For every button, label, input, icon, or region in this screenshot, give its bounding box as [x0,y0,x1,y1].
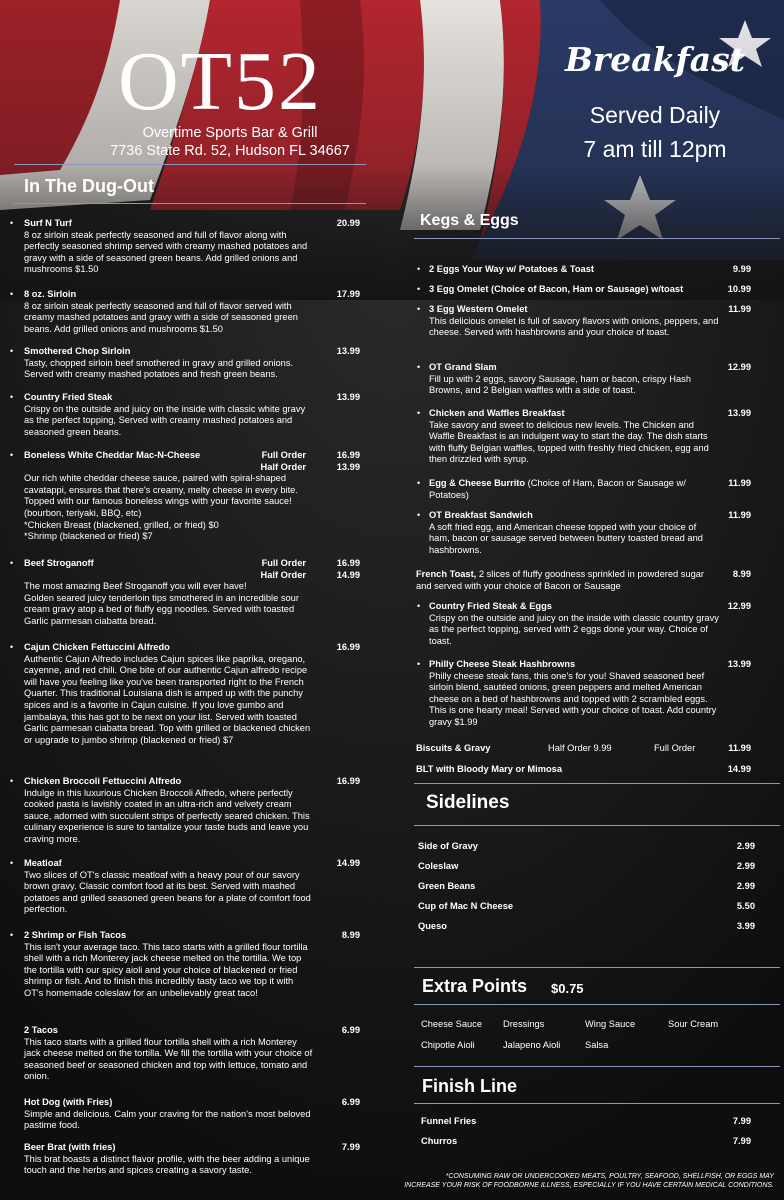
item-name: Country Fried Steak [24,392,113,402]
item-price: 17.99 [336,289,360,299]
extra-option: Salsa [585,1040,609,1050]
half-order-label: Half Order [260,570,306,580]
item-price: 13.99 [727,408,751,418]
street-address: 7736 State Rd. 52, Hudson FL 34667 [110,143,350,159]
finish-title: Finish Line [422,1076,518,1096]
dugout-item [10,218,314,276]
sidelines-divider [414,825,780,826]
bullet-icon: • [10,642,14,652]
item-name [429,478,719,501]
sideline-item: Side of Gravy [418,841,478,851]
item-price: 11.99 [728,304,751,314]
item-title: Country Fried Steak & Eggs [429,601,552,611]
health-disclaimer [380,1172,774,1190]
restaurant-logo: OT52 [118,35,322,128]
item-description: Our rich white cheddar cheese sauce, paired with spiral-shaped cavatappi, ensures that there's creamy, melty cheese in every bite. Topped with our famous boneless wings with your favorite sauce! (bourbon, teriyaki, BBQ, etc) *Chicken Breast (blackened, grilled, or fried) $0 *Shrimp (blackened or fried) $7 [24,473,298,542]
served-hours: 7 am till 12pm [583,136,727,162]
finish-top-divider [414,1066,780,1067]
full-order-label: Full Order [261,450,306,460]
item-description: The most amazing Beef Stroganoff you will ever have! Golden seared juicy tenderloin tips smothered in an incredible sour cream gravy atop a bed of fluffy egg noodles. Served with toasted Garlic parmesan ciabatta bread. [24,581,299,626]
biscuits-full-price: 11.99 [728,743,751,753]
full-order-price: 16.99 [336,558,360,568]
bullet-icon: • [417,284,421,294]
bullet-icon: • [417,659,421,669]
breakfast-title: Breakfast [565,40,745,79]
finish-divider [414,1103,780,1104]
item-name [429,304,719,316]
finish-item: Funnel Fries [421,1116,477,1126]
bullet-icon: • [417,478,421,488]
sideline-item: Coleslaw [418,861,459,871]
kegs-divider [414,238,780,239]
kegs-item [417,304,719,339]
item-name: Surf N Turf [24,218,72,228]
item-name [416,569,706,592]
item-price: 20.99 [336,218,360,228]
full-order-price: 16.99 [336,450,360,460]
item-price: 12.99 [727,362,751,372]
sideline-item: Cup of Mac N Cheese [418,901,514,911]
finish-item: Churros [421,1136,458,1146]
disclaimer-line-2: INCREASE YOUR RISK OF FOODBORNE ILLNESS, ESPECIALLY IF YOU HAVE CERTAIN MEDICAL CONDITIONS. [404,1182,774,1189]
item-price: 13.99 [727,659,751,669]
item-price: 11.99 [728,478,751,488]
bullet-icon: • [10,558,14,568]
kegs-item [417,264,719,276]
bullet-icon: • [417,264,421,274]
item-title: Chicken and Waffles Breakfast [429,408,565,418]
sideline-item: Green Beans [418,881,476,891]
sideline-price: 3.99 [736,921,755,931]
restaurant-address [90,124,370,160]
item-price: 12.99 [727,601,751,611]
item-title: OT Breakfast Sandwich [429,510,533,520]
item-title: Egg & Cheese Burrito [429,478,526,488]
item-extra: 2 slices of fluffy goodness sprinkled in powdered sugar and served with your choice of Bacon or Sausage [416,569,705,591]
dugout-item [24,1142,314,1177]
item-description: Crispy on the outside and juicy on the inside with classic country gravy as the perfect topping, served with 2 eggs done your way. Choice of toast. [429,612,719,646]
kegs-bottom-divider [414,783,780,784]
bullet-icon: • [10,289,14,299]
kegs-item [417,408,719,466]
item-title: 3 Egg Western Omelet [429,304,528,314]
extra-option: Chipotle Aioli [421,1040,475,1050]
item-name: Cajun Chicken Fettuccini Alfredo [24,642,170,652]
half-order-price: 13.99 [336,462,360,472]
item-name: 2 Shrimp or Fish Tacos [24,930,127,940]
extra-option: Cheese Sauce [421,1019,482,1029]
extra-divider [414,1004,780,1005]
item-description: Fill up with 2 eggs, savory Sausage, ham or bacon, crispy Hash Browns, and 2 Belgian waffles with a side of toast. [429,373,691,396]
item-name [429,362,719,374]
bullet-icon: • [10,858,14,868]
dugout-item [10,776,314,846]
blt-price: 14.99 [727,764,751,774]
item-price: 8.99 [341,930,360,940]
dugout-item [10,289,314,335]
dugout-item [10,392,314,438]
bullet-icon: • [417,362,421,372]
dugout-item [10,642,314,746]
breakfast-hours [540,98,770,166]
item-title: French Toast, [416,569,477,579]
item-name: Beef Stroganoff [24,558,94,568]
dugout-item [10,858,314,916]
bullet-icon: • [10,930,14,940]
half-order-label: Half Order [260,462,306,472]
item-price: 6.99 [341,1097,360,1107]
finish-price: 7.99 [732,1136,751,1146]
item-description: A soft fried egg, and American cheese topped with your choice of ham, bacon or sausage served between buttery toasted bread and hashbrowns. [429,521,703,555]
item-name: 2 Tacos [24,1025,58,1035]
item-description: This brat boasts a distinct flavor profile, with the beer adding a unique touch and the herbs and spices creating a savory taste. [24,1153,310,1176]
bullet-icon: • [417,601,421,611]
sideline-price: 2.99 [736,861,755,871]
item-name [429,408,719,420]
kegs-title: Kegs & Eggs [420,212,519,229]
header-divider [14,164,366,165]
bullet-icon: • [10,776,14,786]
sideline-item: Queso [418,921,447,931]
biscuits-full-label: Full Order [654,743,696,753]
item-name: Chicken Broccoli Fettuccini Alfredo [24,776,182,786]
blt-name: BLT with Bloody Mary or Mimosa [416,764,563,774]
item-price: 6.99 [341,1025,360,1035]
dugout-item [10,930,314,1000]
kegs-item [417,601,719,647]
item-name [429,659,719,671]
finish-price: 7.99 [732,1116,751,1126]
kegs-item [417,284,719,296]
bullet-icon: • [417,510,421,520]
item-extra: (Choice of Ham, Bacon or Sausage w/ Potatoes) [429,478,686,500]
kegs-item [417,362,719,397]
item-price: 10.99 [727,284,751,294]
item-title: 2 Eggs Your Way w/ Potatoes & Toast [429,264,594,274]
bullet-icon: • [417,408,421,418]
bullet-icon: • [10,218,14,228]
bullet-icon: • [417,304,421,314]
item-title: OT Grand Slam [429,362,497,372]
item-price: 16.99 [336,642,360,652]
half-order-price: 14.99 [336,570,360,580]
dugout-item [10,558,314,628]
disclaimer-line-1: *CONSUMING RAW OR UNDERCOOKED MEATS, POULTRY, SEAFOOD, SHELLFISH, OR EGGS MAY [445,1173,774,1180]
item-description: Crispy on the outside and juicy on the inside with classic white gravy as the perfect topping, Served with creamy mashed potatoes and seasoned green beans. [24,403,306,437]
item-name [429,601,719,613]
item-name: Hot Dog (with Fries) [24,1097,113,1107]
item-name: Beer Brat (with fries) [24,1142,116,1152]
bullet-icon: • [10,392,14,402]
biscuits-name: Biscuits & Gravy [416,743,491,753]
sideline-price: 2.99 [736,881,755,891]
biscuits-half: Half Order 9.99 [548,743,612,753]
kegs-item [417,510,719,556]
extra-price: $0.75 [551,981,584,996]
served-daily: Served Daily [589,102,721,128]
extra-option: Wing Sauce [585,1019,636,1029]
item-description: Indulge in this luxurious Chicken Broccoli Alfredo, where perfectly cooked pasta is lavishly coated in an ultra-rich and velvety cream sauce, adorned with succulent strips of perfectly seared chicken. This culinary experience is sure to tantalize your taste buds and leave you craving more. [24,787,310,844]
kegs-item [416,569,706,592]
item-title: 3 Egg Omelet (Choice of Bacon, Ham or Sausage) w/toast [429,284,684,294]
dugout-divider [14,203,366,204]
item-price: 14.99 [336,858,360,868]
extra-option: Sour Cream [668,1019,719,1029]
item-description: This taco starts with a grilled flour tortilla shell with a rich Monterey jack cheese melted on the tortilla. We fill the tortilla with your choice of seasoned beef or seasoned chicken and top with lettuce, tomato and onion. [24,1036,313,1082]
item-price: 16.99 [336,776,360,786]
dugout-item [10,346,314,381]
extra-option: Jalapeno Aioli [503,1040,561,1050]
item-name: Meatloaf [24,858,62,868]
extra-title: Extra Points [422,976,528,996]
item-description: Simple and delicious. Calm your craving for the nation's most beloved pastime food. [24,1108,311,1131]
item-description: Philly cheese steak fans, this one's for you! Shaved seasoned beef sirloin blend, sautéed onions, green peppers and melted American cheese on a bed of hashbrowns and topped with 2 scrambled eggs. This is one hearty meal! Served with your choice of toast. Add country gravy $1.99 [429,670,717,727]
dugout-title: In The Dug-Out [24,176,154,196]
item-price: 13.99 [336,392,360,402]
sideline-price: 5.50 [736,901,755,911]
item-description: Two slices of OT's classic meatloaf with a heavy pour of our savory brown gravy. Classic comfort food at its best. Served with mashed potatoes and grilled seasoned green beans for a plate of comfort food perfection. [24,869,311,915]
item-price: 8.99 [732,569,751,579]
sidelines-title: Sidelines [426,792,510,813]
item-price: 13.99 [336,346,360,356]
item-description: Take savory and sweet to delicious new levels. The Chicken and Waffle Breakfast is an indulgent way to start the day. The dish starts with fluffy Belgian waffles, topped with freshly fried chicken, egg and then drizzled with syrup. [429,419,709,465]
item-name [429,510,719,522]
item-name [429,264,719,276]
item-description: This delicious omelet is full of savory flavors with onions, peppers, and cheese. Served with hashbrowns and your choice of toast. [429,315,719,338]
item-name [429,284,719,296]
item-name: Boneless White Cheddar Mac-N-Cheese [24,450,201,460]
item-name: 8 oz. Sirloin [24,289,77,299]
item-name: Smothered Chop Sirloin [24,346,131,356]
item-price: 9.99 [732,264,751,274]
item-description: Authentic Cajun Alfredo includes Cajun spices like paprika, oregano, cayenne, and red chili. One bite of our authentic Cajun alfredo recipe will have you feeling like you've been transported right to the French Quarter. This traditional Louisiana dish is amped up with the punchy spices and is a favorite in Cajun cuisine. If you love gumbo and jambalaya, this has got to be next on your list. Served with toasted Garlic parmesan ciabatta bread. Top with grilled or blackened chicken or upgrade to jumbo shrimp (blackened or fried) $7 [24,653,311,745]
bullet-icon: • [10,450,14,460]
kegs-item [417,478,719,501]
sideline-price: 2.99 [736,841,755,851]
kegs-item [417,659,719,729]
dugout-item [24,1097,314,1132]
item-description: 8 oz sirloin steak perfectly seasoned and full of flavor along with perfectly seasoned shrimp served with creamy mashed potatoes and gravy with a side of seasoned green beans. Add grilled onions and mushrooms $1.50 [24,229,308,275]
extra-top-divider [414,967,780,968]
item-description: This isn't your average taco. This taco starts with a grilled flour tortilla shell with a rich Monterey jack cheese melted on the tortilla. We top the tortilla with our spicy aioli and your choice of blackened or fried shrimp or fish. And to finish this incredibly tasty taco we top it with OT's homemade coleslaw for an unbelievably great taco! [24,941,308,998]
extra-option: Dressings [503,1019,545,1029]
item-description: 8 oz sirloin steak perfectly seasoned and full of flavor served with creamy mashed potatoes and gravy with a side of seasoned green beans. Add grilled onions and mushrooms $1.50 [24,300,298,334]
item-description: Tasty, chopped sirloin beef smothered in gravy and grilled onions. Served with creamy mashed potatoes and fresh green beans. [24,357,294,380]
full-order-label: Full Order [261,558,306,568]
dugout-item [24,1025,314,1083]
bullet-icon: • [10,346,14,356]
item-title: Philly Cheese Steak Hashbrowns [429,659,576,669]
restaurant-name: Overtime Sports Bar & Grill [142,125,318,141]
item-price: 7.99 [341,1142,360,1152]
item-price: 11.99 [728,510,751,520]
